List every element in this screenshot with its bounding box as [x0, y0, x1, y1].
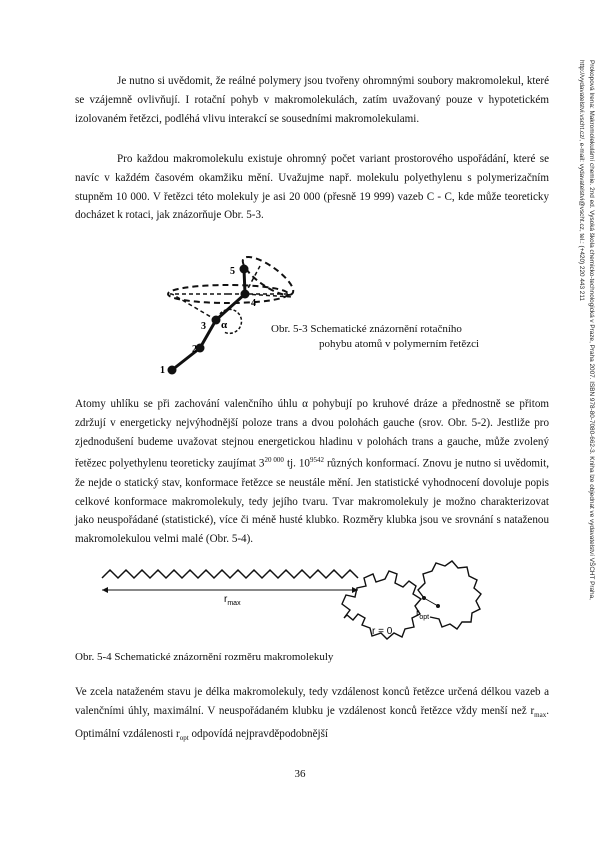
- figure-5-3-caption-line-2: pohybu atomů v polymerním řetězci: [319, 338, 480, 350]
- paragraph-3-part-c: různých konformací. Znovu je nutno si uvědomit, že nejde o statický stav, konformace řetězce se neustále mění. Jen statistické vyhodnocení dovoluje popis celkové konformace makromolekuly, tedy jejího tvaru. Tvar makromolekuly je možno charakterizovat jako neuspořádané (statistické), více či méně husté klubko. Rozměry klubka jsou ve srovnání s nataženou makromolekulou velmi malé (Obr. 5-4).: [75, 458, 549, 546]
- atom-5: [240, 265, 249, 274]
- atom-4: [241, 290, 250, 299]
- ropt-label: $r_{opt}$: [416, 608, 430, 621]
- r-zero-label: r = 0: [372, 626, 393, 637]
- figure-5-4-diagram: [96, 550, 556, 640]
- figure-5-4-caption: Obr. 5-4 Schematické znázornění rozměru makromolekuly: [75, 651, 334, 663]
- paragraph-3-exponent-2: 9542: [309, 456, 324, 465]
- paragraph-2: Pro každou makromolekulu existuje ohromný počet variant prostorového uspořádání, které se navíc v každém časovém okamžiku mění. Uvažujme např. molekulu polyethylenu s polymerizačním stupněm 10 000. V řetězci této molekuly je asi 20 000 (přesně 19 999) vazeb C - C, kde může teoreticky docházet k rotaci, jak znázorňuje Obr. 5-3.: [75, 153, 549, 222]
- paragraph-4-subscript-2: opt: [179, 734, 189, 743]
- rmax-label: $r_{max}$: [224, 594, 241, 607]
- atom-label-2: 2: [192, 344, 197, 355]
- angle-label: α: [221, 319, 228, 331]
- paragraph-1: Je nutno si uvědomit, že reálné polymery jsou tvořeny ohromnými soubory makromolekul, které se vzájemně ovlivňují. I rotační pohyb v makromolekulách, zatím uvažovaný pouze v hypotetickém izolovaném řetězci, podléhá vlivu interakcí se sousedními makromolekulami.: [75, 75, 549, 125]
- atom-label-1: 1: [160, 365, 165, 376]
- ropt-arrow: [424, 598, 438, 606]
- paragraph-4: [75, 683, 549, 748]
- paragraph-3-exponent-1: 20 000: [264, 456, 284, 465]
- side-citation-note: Prokopová Irena: Makromolekulární chemie. 2nd ed. Vysoká škola chemicko-technologická v Praze, Praha 2007. ISBN 978-80-7080-662-3. Kniha lze objednat ve vydavatelství VŠCHT Praha, http://vydavatelstvi.vscht.cz/, e-mail: vydavatelstvi@vscht.cz, tel.: (+420) 220 443 211: [578, 60, 595, 600]
- figure-5-3-caption-line-1: Obr. 5-3 Schematické znázornění rotačního: [271, 323, 462, 335]
- paragraph-3-part-a: Atomy uhlíku se při zachování valenčního úhlu α pohybují po kruhové dráze a přednostně se přitom zdržují v energeticky nejvýhodnější poloze trans a dvou polohách gauche (srov. Obr. 5-2). Jestliže pro zjednodušení budeme uvažovat stejnou energetickou hladinu v polohách trans a gauche, může zvolený řetězec polyethylenu teoreticky zaujímat 3: [75, 398, 549, 471]
- atom-label-3: 3: [201, 321, 206, 332]
- atom-3: [212, 316, 221, 325]
- atom-label-5: 5: [230, 266, 235, 277]
- paragraph-3: [75, 395, 549, 549]
- page-number: 36: [294, 768, 306, 780]
- paragraph-4-part-b: . Optimální vzdálenosti r: [75, 704, 549, 740]
- paragraph-4-part-c: odpovídá nejpravděpodobnější: [188, 727, 328, 740]
- paragraph-4-subscript-1: max: [534, 711, 547, 720]
- stretched-chain: [102, 570, 358, 578]
- atom-1: [168, 366, 177, 375]
- paragraph-4-part-a: Ve zcela nataženém stavu je délka makromolekuly, tedy vzdálenost konců řetězce určená délkou vazeb a valenčními úhly, maximální. V neuspořádaném klubku je vzdálenost konců řetězce vždy menší než r: [75, 686, 549, 717]
- paragraph-3-part-b: tj. 10: [283, 458, 310, 471]
- atom-label-4: 4: [251, 298, 256, 309]
